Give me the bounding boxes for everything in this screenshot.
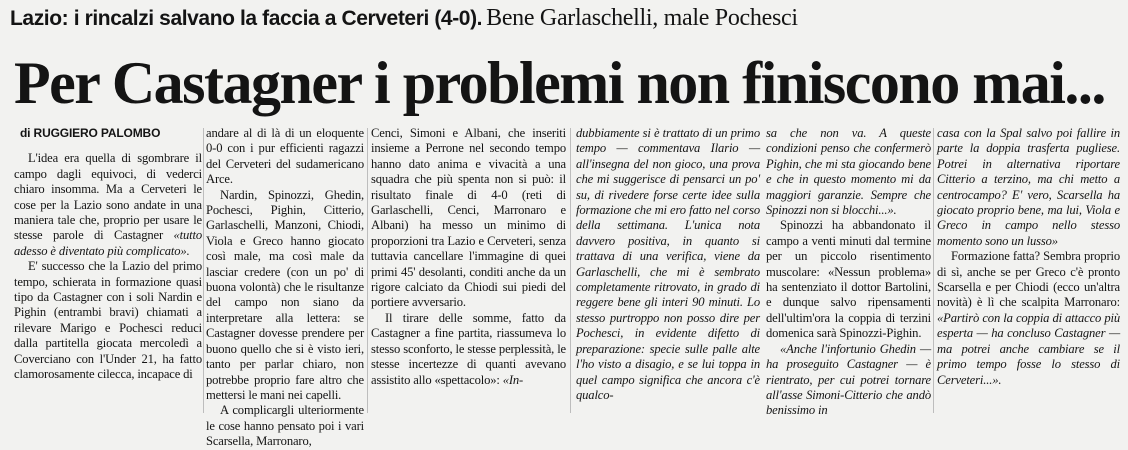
paragraph: casa con la Spal salvo poi fallire in parte la doppia trasferta pugliese. Potrei in alternativa riportare Citterio a terzino, ma chi metto a centrocampo? E' vero, Scarsella ha giocato proprio bene, ma lui, Viola e Greco in campo nello stesso momento sono un lusso»: [937, 126, 1120, 248]
paragraph: E' successo che la Lazio del primo tempo, schierata in formazione quasi tipo da Castagner con i soli Nardin e Pighin (entrambi bravi) chiamati a rilevare Marigo e Pochesci reduci dalla partitella giocata mercoledì a Coverciano con l'Under 21, ha fatto clamorosamente cilecca, incapace di: [14, 259, 202, 382]
paragraph: [937, 249, 1120, 388]
byline: di RUGGIERO PALOMBO: [20, 126, 161, 140]
paragraph: «Anche l'infortunio Ghedin — ha proseguito Castagner — è rientrato, per cui potrei tornare all'asse Simoni-Citterio che andò benissimo in: [766, 341, 931, 418]
column-rule: [570, 128, 571, 413]
paragraph: A complicargli ulteriormente le cose hanno pensato poi i vari Scarsella, Marronaro,: [206, 403, 364, 449]
column-rule: [203, 128, 204, 413]
article-column-2: [206, 126, 364, 449]
paragraph-text: L'idea era quella di sgombrare il campo dagli equivoci, di vederci chiaro insomma. Ma a Cerveteri le cose per la Lazio sono andate in una maniera tale che, proprio per usare le stesse parole di Castagner: [14, 151, 202, 243]
main-headline: Per Castagner i problemi non finiscono mai...: [14, 50, 1105, 116]
quote-text: «Partirò con la coppia di attacco più esperta — ha concluso Castagner — ma potrei anche cambiare se il primo tempo fosse lo stesso di Cerveteri...».: [937, 310, 1120, 387]
kicker-headline: [10, 5, 1120, 39]
paragraph: [14, 151, 202, 259]
paragraph: Spinozzi ha abbandonato il campo a venti minuti dal termine per un piccolo risentimento muscolare: «Nessun problema» ha sentenziato il dottor Bartolini, e dunque salvo ripensamenti dell'ultim'ora la coppia di terzini domenica sarà Spinozzi-Pighin.: [766, 218, 931, 341]
quote-text: «tutto adesso è diventato più complicato».: [14, 228, 203, 258]
kicker-bold: Lazio: i rincalzi salvano la faccia a Cerveteri (4-0).: [10, 7, 483, 30]
column-rule: [933, 128, 934, 413]
paragraph-text: Il tirare delle somme, fatto da Castagner a fine partita, riassumeva lo stesso sconforto, le stesse perplessità, le stesse incertezze di quanti avevano assistito allo «spettacolo»:: [371, 310, 566, 387]
article-column-4: [576, 126, 760, 417]
paragraph: sa che non va. A queste condizioni penso che confermerò Pighin, che mi sta giocando bene e che in questo momento mi da maggiori garanzie. Sempre che Spinozzi non si blocchi...».: [766, 126, 931, 218]
quote-text: «In-: [502, 372, 524, 387]
article-column-1: [14, 126, 202, 417]
paragraph: dubbiamente si è trattato di un primo tempo — commentava Ilario — all'insegna del non gioco, una prova che mi suggerisce di pensarci un po' su, di rivedere forse certe idee sulla formazione che mi ero fatto nel corso della settimana. L'unica nota davvero positiva, in quanto si trattava di una verifica, viene da Garlaschelli, che mi è sembrato completamente ritrovato, in grado di reggere bene gli interi 90 minuti. Lo stesso purtroppo non posso dire per Pochesci, in evidente difetto di preparazione: specie sulle palle alte l'ho visto a disagio, e se lui toppa in quel campo significa che ancora c'è qualco-: [576, 126, 760, 402]
article-column-6: [937, 126, 1120, 417]
kicker-light: Bene Garlaschelli, male Pochesci: [486, 5, 798, 31]
paragraph: andare al di là di un eloquente 0-0 con i pur efficienti ragazzi del Cerveteri del sudamericano Arce.: [206, 126, 364, 187]
paragraph: Cenci, Simoni e Albani, che inseriti insieme a Perrone nel secondo tempo hanno dato anima e vivacità a una squadra che più spenta non si può: il risultato finale di 4-0 (reti di Garlaschelli, Cenci, Marronaro e Albani) ha messo un minimo di proporzioni tra Lazio e Cerveteri, senza tuttavia cancellare l'immagine di quei primi 45' desolanti, conditi anche da un rigore calciato da Chiodi sui piedi del portiere avversario.: [371, 126, 566, 310]
paragraph: Nardin, Spinozzi, Ghedin, Pochesci, Pighin, Citterio, Garlaschelli, Manzoni, Chiodi, Viola e Greco hanno giocato così male, ma così male da lasciar credere (con un po' di buona volontà) che le risultanze del campo non siano da interpretare alla lettera: se Castagner dovesse prendere per buono quello che si è visto ieri, tanto per parlar chiaro, non potrebbe proprio fare altro che mettersi le mani nei capelli.: [206, 187, 364, 402]
paragraph-text: Formazione fatta? Sembra proprio di sì, anche se per Greco c'è pronto Scarsella e per Chiodi (ecco un'altra novità) è lì che scalpita Marronaro:: [937, 249, 1120, 310]
article-column-5: [766, 126, 931, 417]
article-column-3: [371, 126, 566, 417]
column-rule: [367, 128, 368, 413]
paragraph: [371, 311, 566, 388]
